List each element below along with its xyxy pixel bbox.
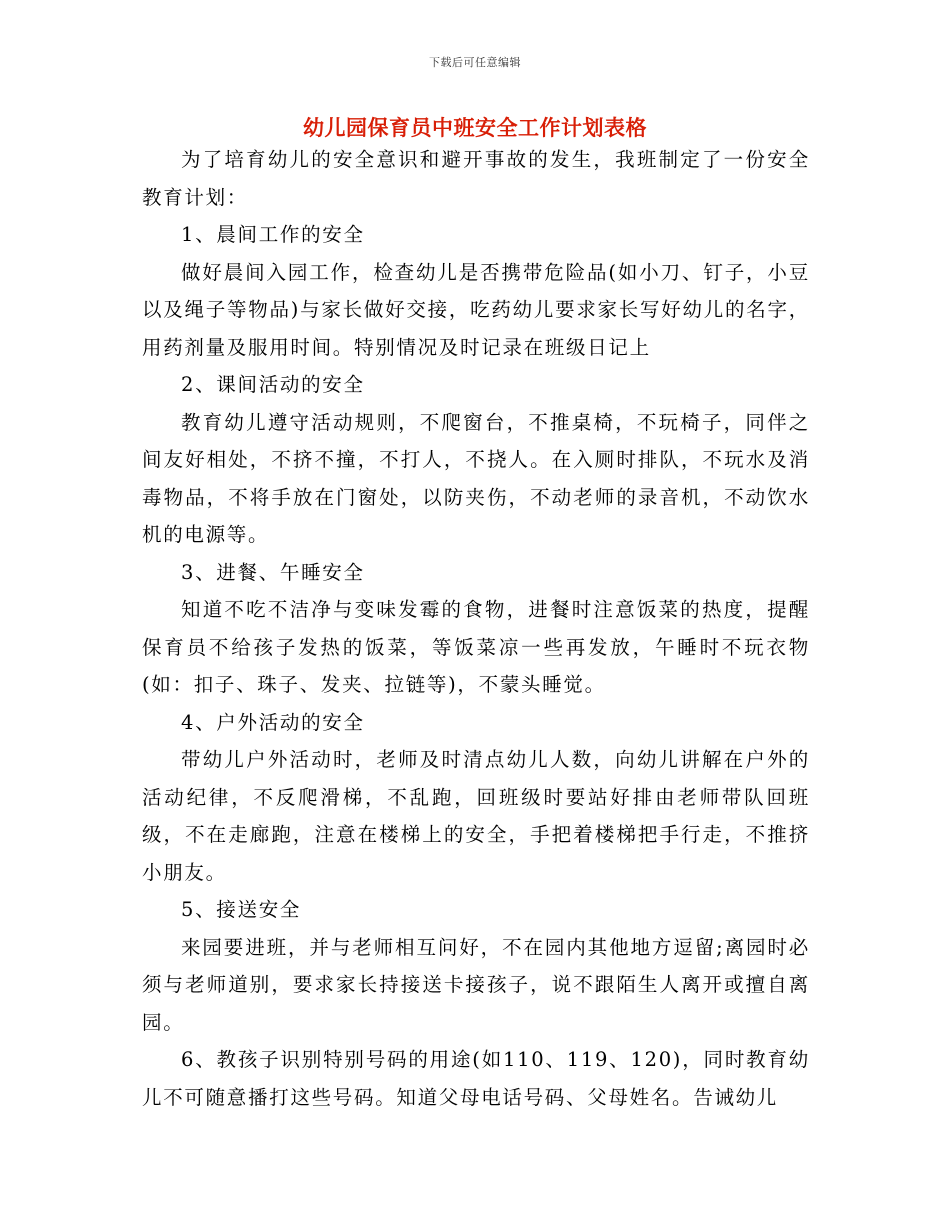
document-title: 幼儿园保育员中班安全工作计划表格 bbox=[303, 115, 647, 140]
intro-paragraph: 为了培育幼儿的安全意识和避开事故的发生，我班制定了一份安全教育计划： bbox=[142, 148, 810, 209]
section-body-morning: 做好晨间入园工作，检查幼儿是否携带危险品(如小刀、钉子，小豆以及绳子等物品)与家长做好交接，吃药幼儿要求家长写好幼儿的名字，用药剂量及服用时间。特别情况及时记录在班级日记上 bbox=[142, 260, 810, 359]
section-body-pickup: 来园要进班，并与老师相互问好，不在园内其他地方逗留;离园时必须与老师道别，要求家长持接送卡接孩子，说不跟陌生人离开或擅自离园。 bbox=[142, 935, 810, 1034]
section-heading-pickup: 5、接送安全 bbox=[181, 898, 302, 921]
section-heading-morning: 1、晨间工作的安全 bbox=[181, 223, 365, 246]
section-heading-outdoor: 4、户外活动的安全 bbox=[181, 710, 365, 734]
section-heading-meal-nap: 3、进餐、午睡安全 bbox=[181, 560, 365, 584]
section-emergency-numbers: 6、教孩子识别特别号码的用途(如110、119、120)，同时教育幼儿不可随意播打这些号码。知道父母电话号码、父母姓名。告诫幼儿 bbox=[142, 1048, 810, 1109]
section-body-break: 教育幼儿遵守活动规则，不爬窗台，不推桌椅，不玩椅子，同伴之间友好相处，不挤不撞，不打人，不挠人。在入厕时排队，不玩水及消毒物品，不将手放在门窗处，以防夹伤，不动老师的录音机，不动饮水机的电源等。 bbox=[142, 410, 810, 546]
section-heading-break: 2、课间活动的安全 bbox=[181, 373, 365, 396]
header-note: 下载后可任意编辑 bbox=[429, 56, 521, 69]
section-body-meal-nap: 知道不吃不洁净与变味发霉的食物，进餐时注意饭菜的热度，提醒保育员不给孩子发热的饭菜，等饭菜凉一些再发放，午睡时不玩衣物(如：扣子、珠子、发夹、拉链等)，不蒙头睡觉。 bbox=[142, 598, 810, 696]
document-body bbox=[142, 141, 810, 1116]
section-body-outdoor: 带幼儿户外活动时，老师及时清点幼儿人数，向幼儿讲解在户外的活动纪律，不反爬滑梯，不乱跑，回班级时要站好排由老师带队回班级，不在走廊跑，注意在楼梯上的安全，手把着楼梯把手行走，不推挤小朋友。 bbox=[142, 748, 810, 884]
